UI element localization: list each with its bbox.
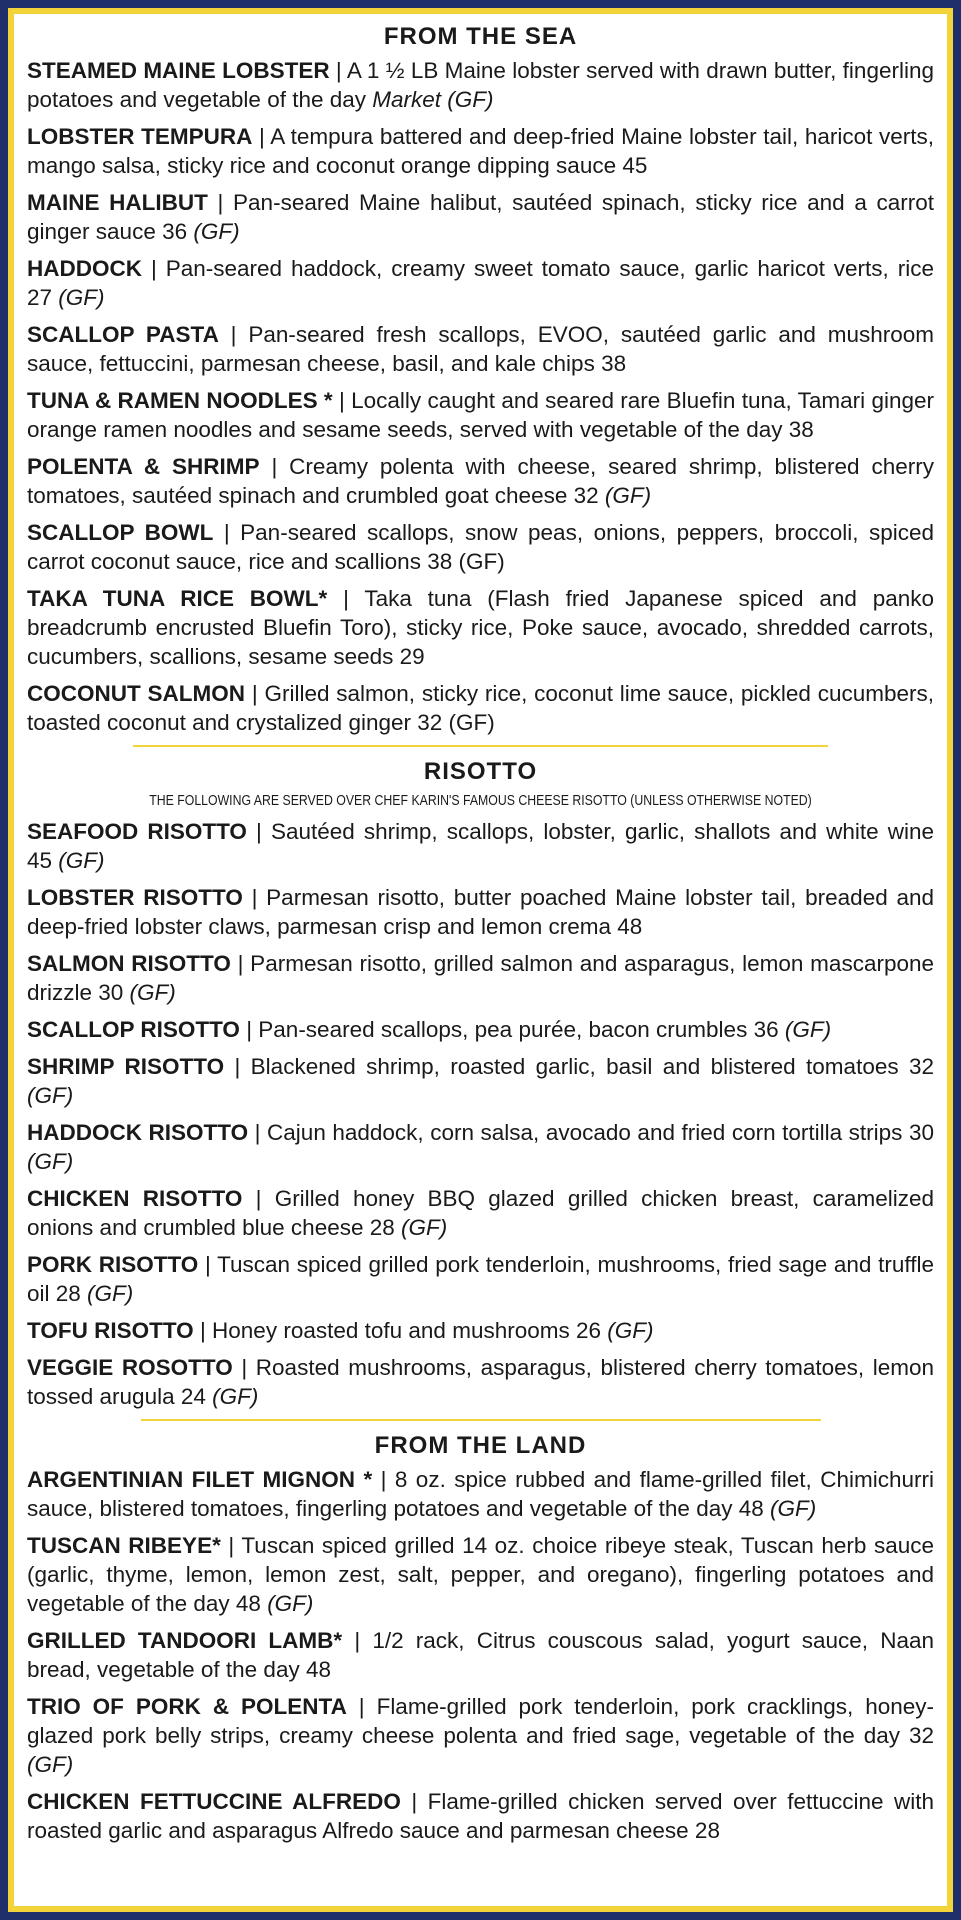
item-description: | Roasted mushrooms, asparagus, blistered cherry tomatoes, lemon tossed arugula 24 — [27, 1355, 935, 1409]
item-name: SCALLOP BOWL — [27, 520, 214, 545]
menu-item — [27, 1626, 934, 1684]
item-name: MAINE HALIBUT — [27, 190, 208, 215]
item-description: | Pan-seared Maine halibut, sautéed spinach, sticky rice and a carrot ginger sauce 36 — [27, 190, 934, 244]
menu-items — [27, 56, 934, 737]
item-tag: (GF) — [401, 1215, 448, 1240]
item-name: SHRIMP RISOTTO — [27, 1054, 225, 1079]
menu-item — [27, 584, 934, 671]
menu-item — [27, 1465, 934, 1523]
item-name: HADDOCK — [27, 256, 142, 281]
item-name: LOBSTER TEMPURA — [27, 124, 253, 149]
menu-item — [27, 817, 934, 875]
menu-items — [27, 817, 934, 1411]
item-tag: (GF) — [27, 1083, 74, 1108]
item-description: | Tuscan spiced grilled pork tenderloin, mushrooms, fried sage and truffle oil 28 — [27, 1252, 934, 1306]
item-description: | Pan-seared fresh scallops, EVOO, sautéed garlic and mushroom sauce, fettuccini, parmesan cheese, basil, and kale chips 38 — [27, 322, 934, 376]
item-name: STEAMED MAINE LOBSTER — [27, 58, 330, 83]
menu-item — [27, 679, 934, 737]
item-name: SEAFOOD RISOTTO — [27, 819, 247, 844]
item-name: HADDOCK RISOTTO — [27, 1120, 249, 1145]
section-divider — [141, 1419, 821, 1421]
menu-item — [27, 188, 934, 246]
item-tag: Market (GF) — [372, 87, 494, 112]
item-name: TRIO OF PORK & POLENTA — [27, 1694, 347, 1719]
menu-item — [27, 1316, 934, 1345]
item-description: | Creamy polenta with cheese, seared shrimp, blistered cherry tomatoes, sautéed spinach and crumbled goat cheese 32 — [27, 454, 934, 508]
menu-content — [27, 22, 934, 1853]
item-tag: (GF) — [27, 1149, 74, 1174]
item-description: | 1/2 rack, Citrus couscous salad, yogurt sauce, Naan bread, vegetable of the day 48 — [27, 1628, 935, 1682]
section-title: FROM THE LAND — [374, 1432, 587, 1459]
menu-item — [27, 883, 934, 941]
item-description: | Pan-seared scallops, snow peas, onions, peppers, broccoli, spiced carrot coconut sauce, rice and scallions 38 (GF) — [27, 520, 934, 574]
menu-item — [27, 1353, 934, 1411]
section-from-the-sea — [27, 22, 934, 737]
item-description: | A tempura battered and deep-fried Maine lobster tail, haricot verts, mango salsa, sticky rice and coconut orange dipping sauce 45 — [27, 124, 935, 178]
menu-item — [27, 949, 934, 1007]
menu-item — [27, 56, 934, 114]
item-description: | Sautéed shrimp, scallops, lobster, garlic, shallots and white wine 45 — [27, 819, 934, 873]
item-description: | Cajun haddock, corn salsa, avocado and fried corn tortilla strips 30 — [248, 1120, 934, 1145]
item-description: | Flame-grilled chicken served over fettuccine with roasted garlic and asparagus Alfredo sauce and parmesan cheese 28 — [27, 1789, 934, 1843]
item-tag: (GF) — [267, 1591, 314, 1616]
item-description: | Pan-seared haddock, creamy sweet tomato sauce, garlic haricot verts, rice 27 — [27, 256, 934, 310]
menu-item — [27, 320, 934, 378]
item-description: | Grilled honey BBQ glazed grilled chicken breast, caramelized onions and crumbled blue cheese 28 — [27, 1186, 934, 1240]
section-subtitle: THE FOLLOWING ARE SERVED OVER CHEF KARIN'S FAMOUS CHEESE RISOTTO (UNLESS OTHERWISE NOTED) — [149, 792, 812, 809]
item-name: CHICKEN FETTUCCINE ALFREDO — [27, 1789, 401, 1814]
menu-item — [27, 1015, 934, 1044]
menu-item — [27, 122, 934, 180]
menu-items — [27, 1465, 934, 1845]
item-name: SCALLOP RISOTTO — [27, 1017, 240, 1042]
section-title: FROM THE SEA — [383, 23, 578, 50]
item-name: TOFU RISOTTO — [27, 1318, 194, 1343]
item-description: | A 1 ½ LB Maine lobster served with drawn butter, fingerling potatoes and vegetable of the day — [27, 58, 934, 112]
item-tag: (GF) — [784, 1017, 832, 1042]
section-from-the-land — [27, 1431, 934, 1845]
item-name: PORK RISOTTO — [27, 1252, 199, 1277]
item-name: LOBSTER RISOTTO — [27, 885, 243, 910]
item-name: VEGGIE ROSOTTO — [27, 1355, 233, 1380]
item-tag: (GF) — [770, 1496, 817, 1521]
item-description: | Honey roasted tofu and mushrooms 26 — [193, 1318, 608, 1343]
item-description: | Flame-grilled pork tenderloin, pork cracklings, honey-glazed pork belly strips, creamy cheese polenta and fried sage, vegetable of the day 32 — [27, 1694, 934, 1748]
item-description: | Taka tuna (Flash fried Japanese spiced and panko breadcrumb encrusted Bluefin Toro), sticky rice, Poke sauce, avocado, shredded carrots, cucumbers, scallions, sesame seeds 29 — [27, 586, 935, 669]
menu-item — [27, 1787, 934, 1845]
item-name: TUSCAN RIBEYE* — [27, 1533, 221, 1558]
item-description: | Parmesan risotto, butter poached Maine lobster tail, breaded and deep-fried lobster claws, parmesan crisp and lemon crema 48 — [27, 885, 935, 939]
section-risotto — [27, 757, 934, 1411]
item-name: SALMON RISOTTO — [27, 951, 231, 976]
menu-item — [27, 1052, 934, 1110]
item-name: GRILLED TANDOORI LAMB* — [27, 1628, 343, 1653]
item-tag: (GF) — [129, 980, 176, 1005]
item-name: TAKA TUNA RICE BOWL* — [27, 586, 328, 611]
menu-item — [27, 386, 934, 444]
item-name: ARGENTINIAN FILET MIGNON * — [27, 1467, 373, 1492]
item-tag: (GF) — [58, 848, 105, 873]
menu-item — [27, 1531, 934, 1618]
item-name: COCONUT SALMON — [27, 681, 246, 706]
item-tag: (GF) — [212, 1384, 259, 1409]
item-description: | Pan-seared scallops, pea purée, bacon crumbles 36 — [239, 1017, 785, 1042]
item-name: POLENTA & SHRIMP — [27, 454, 260, 479]
item-tag: (GF) — [604, 483, 652, 508]
item-description: | 8 oz. spice rubbed and flame-grilled filet, Chimichurri sauce, blistered tomatoes, fingerling potatoes and vegetable of the day 48 — [27, 1467, 934, 1521]
section-title: RISOTTO — [423, 758, 538, 785]
section-divider — [133, 745, 828, 747]
item-description: | Blackened shrimp, roasted garlic, basil and blistered tomatoes 32 — [224, 1054, 934, 1079]
item-description: | Tuscan spiced grilled 14 oz. choice ribeye steak, Tuscan herb sauce (garlic, thyme, lemon, lemon zest, salt, pepper, and oregano), fingerling potatoes and vegetable of the day 48 — [27, 1533, 934, 1616]
item-tag: (GF) — [87, 1281, 134, 1306]
menu-item — [27, 452, 934, 510]
item-tag: (GF) — [27, 1752, 74, 1777]
item-tag: (GF) — [193, 219, 240, 244]
item-name: CHICKEN RISOTTO — [27, 1186, 243, 1211]
item-name: TUNA & RAMEN NOODLES * — [27, 388, 333, 413]
item-description: | Grilled salmon, sticky rice, coconut lime sauce, pickled cucumbers, toasted coconut and crystalized ginger 32 (GF) — [27, 681, 934, 735]
menu-item — [27, 1118, 934, 1176]
menu-item — [27, 1692, 934, 1779]
item-tag: (GF) — [58, 285, 105, 310]
menu-item — [27, 1184, 934, 1242]
menu-item — [27, 518, 934, 576]
item-description: | Locally caught and seared rare Bluefin tuna, Tamari ginger orange ramen noodles and sesame seeds, served with vegetable of the day 38 — [27, 388, 935, 442]
item-tag: (GF) — [607, 1318, 654, 1343]
item-description: | Parmesan risotto, grilled salmon and asparagus, lemon mascarpone drizzle 30 — [27, 951, 934, 1005]
menu-item — [27, 1250, 934, 1308]
menu-item — [27, 254, 934, 312]
item-name: SCALLOP PASTA — [27, 322, 219, 347]
